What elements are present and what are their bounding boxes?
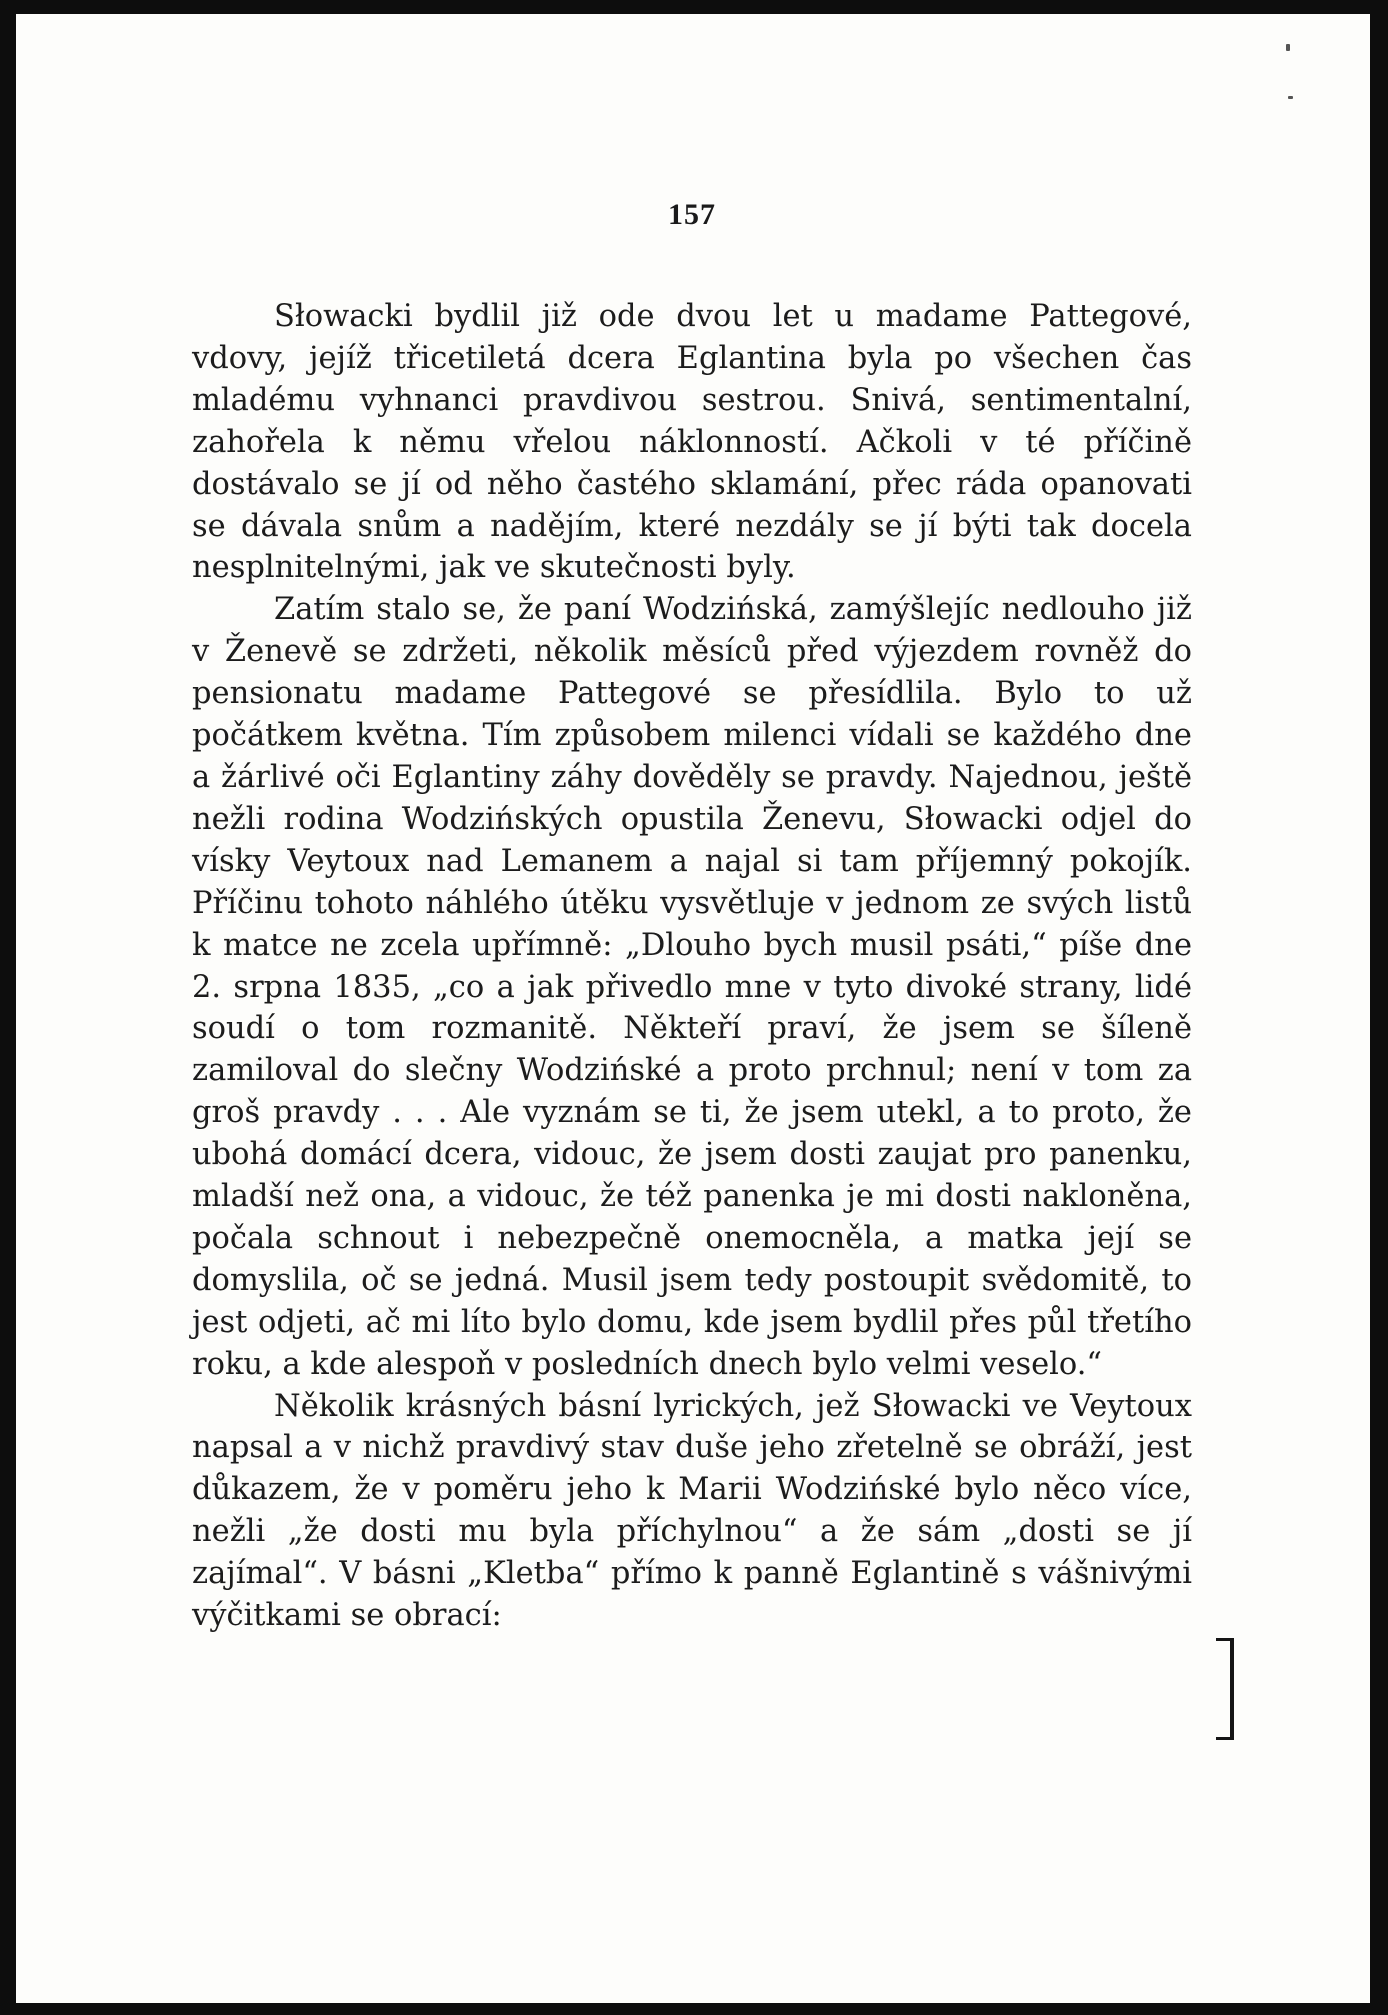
paragraph-1: Słowacki bydlil již ode dvou let u madame Pattegové, vdovy, jejíž třicetiletá dcera Eglantina byla po všechen čas mladému vyhnanci pravdivou sestrou. Snivá, sentimentalní, zahořela k němu vřelou náklonností. Ačkoli v té příčině dostávalo se jí od něho častého sklamání, přec ráda opanovati se dávala snům a nadějím, které nezdály se jí býti tak docela nesplnitelnými, jak ve skutečnosti byly.	[192, 299, 1192, 586]
body-text	[192, 296, 1192, 1637]
margin-bracket-mark	[1216, 1638, 1234, 1740]
scan-speck	[1288, 96, 1293, 99]
paragraph-3: Několik krásných básní lyrických, jež Słowacki ve Veytoux napsal a v nichž pravdivý stav duše jeho zřetelně se obráží, jest důkazem, že v poměru jeho k Marii Wodzińské bylo něco více, nežli „že dosti mu byla příchylnou“ a že sám „dosti se jí zajímal“. V básni „Kletba“ přímo k panně Eglantině s vášnivými výčitkami se obrací:	[192, 1388, 1192, 1634]
paragraph-2: Zatím stalo se, že paní Wodzińská, zamýšlejíc nedlouho již v Ženevě se zdržeti, několik měsíců před výjezdem rovněž do pensionatu madame Pattegové se přesídlila. Bylo to už počátkem května. Tím způsobem milenci vídali se každého dne a žárlivé oči Eglantiny záhy dověděly se pravdy. Najednou, ještě nežli rodina Wodzińských opustila Ženevu, Słowacki odjel do vísky Veytoux nad Lemanem a najal si tam příjemný pokojík. Příčinu tohoto náhlého útěku vysvětluje v jednom ze svých listů k matce ne zcela upřímně: „Dlouho bych musil psáti,“ píše dne 2. srpna 1835, „co a jak přivedlo mne v tyto divoké strany, lidé soudí o tom rozmanitě. Někteří praví, že jsem se šíleně zamiloval do slečny Wodzińské a proto prchnul; není v tom za groš pravdy . . . Ale vyznám se ti, že jsem utekl, a to proto, že ubohá domácí dcera, vidouc, že jsem dosti zaujat pro panenku, mladší než ona, a vidouc, že též panenka je mi dosti nakloněna, počala schnout i nebezpečně onemocněla, a matka její se domyslila, oč se jedná. Musil jsem tedy postoupit svědomitě, to jest odjeti, ač mi líto bylo domu, kde jsem bydlil přes půl třetího roku, a kde alespoň v posledních dnech bylo velmi veselo.“	[192, 592, 1192, 1382]
scan-speck	[1286, 44, 1290, 51]
page-number: 157	[668, 198, 716, 231]
